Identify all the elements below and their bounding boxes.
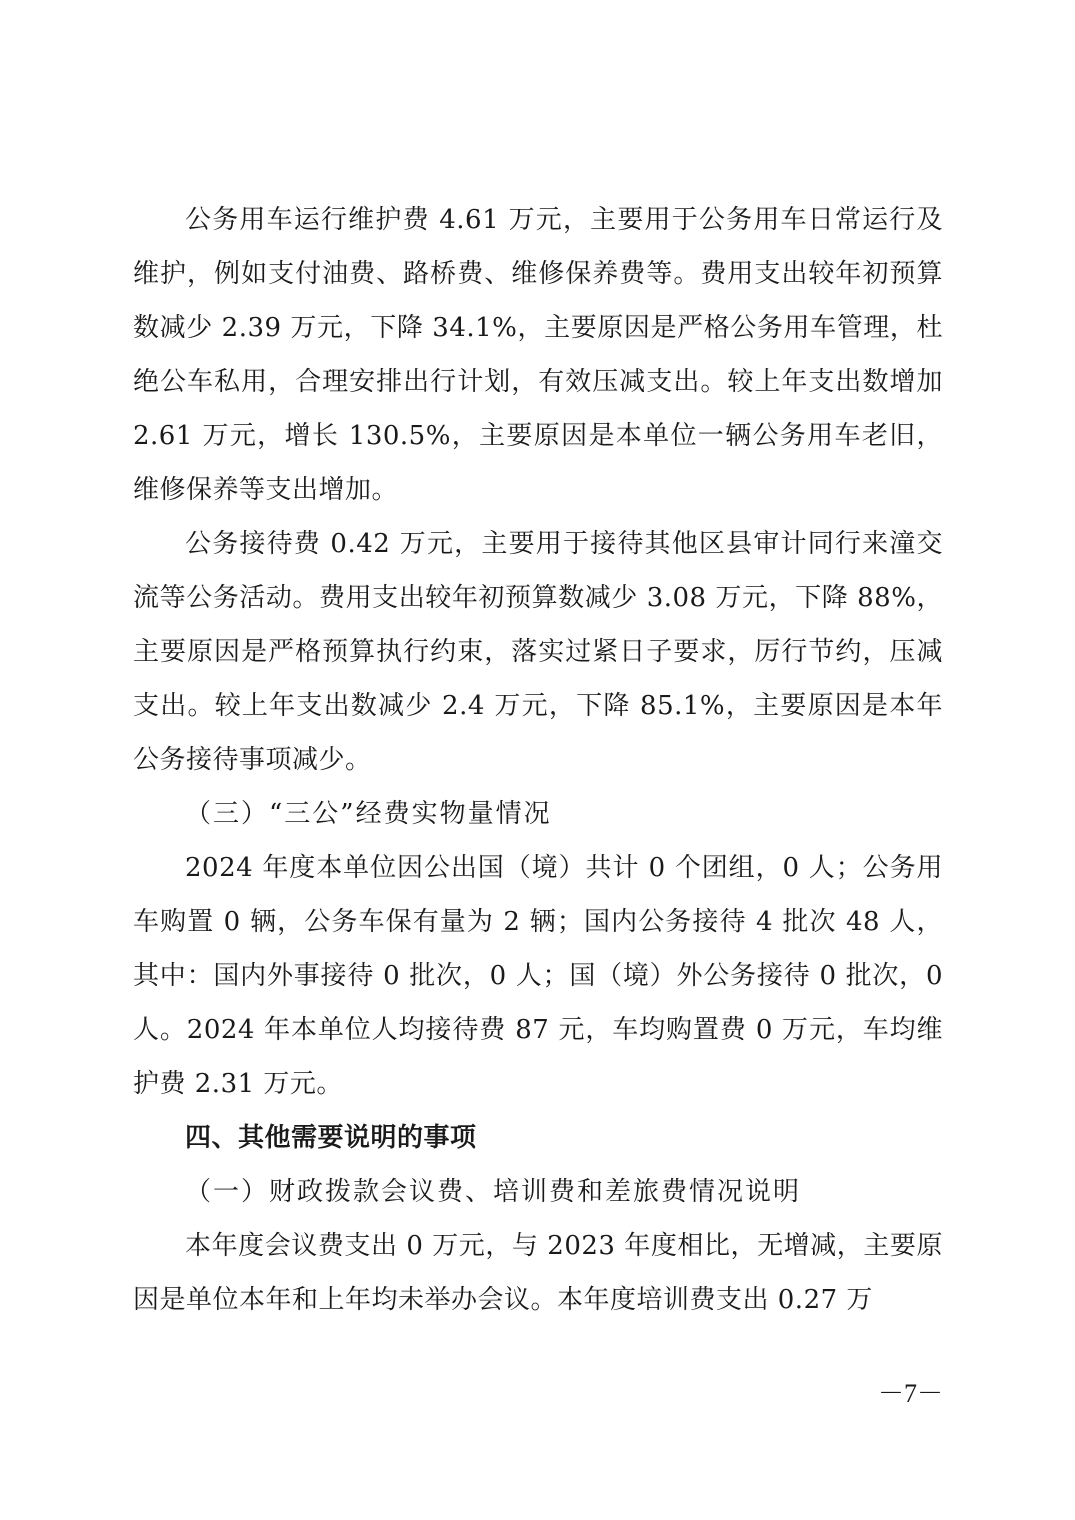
section-heading-other-matters: 四、其他需要说明的事项 [185,1123,477,1153]
page-number: －7－ [877,1379,943,1408]
paragraph-reception-expense: 公务接待费 0.42 万元，主要用于接待其他区县审计同行来潼交流等公务活动。费用支出较年初预算数减少 3.08 万元，下降 88%，主要原因是严格预算执行约束，落实过紧日子要求，厉行节约，压减支出。较上年支出数减少 2.4 万元，下降 85.1%，主要原因是本年公务接待事项减少。 [133,529,943,775]
paragraph-meeting-training: 本年度会议费支出 0 万元，与 2023 年度相比，无增减，主要原因是单位本年和上年均未举办会议。本年度培训费支出 0.27 万 [133,1231,943,1315]
section-heading-physical-quantity: （三）“三公”经费实物量情况 [185,799,552,829]
body-text [133,193,943,1327]
subsection-heading-meeting-training-travel: （一）财政拨款会议费、培训费和差旅费情况说明 [185,1177,802,1207]
paragraph-vehicle-maintenance: 公务用车运行维护费 4.61 万元，主要用于公务用车日常运行及维护，例如支付油费、路桥费、维修保养费等。费用支出较年初预算数减少 2.39 万元，下降 34.1%，主要原因是严格公务用车管理，杜绝公车私用，合理安排出行计划，有效压减支出。较上年支出数增加 2.61 万元，增长 130.5%，主要原因是本单位一辆公务用车老旧，维修保养等支出增加。 [133,205,943,505]
paragraph-physical-quantity: 2024 年度本单位因公出国（境）共计 0 个团组，0 人；公务用车购置 0 辆，公务车保有量为 2 辆；国内公务接待 4 批次 48 人，其中：国内外事接待 0 批次，0 人；国（境）外公务接待 0 批次，0 人。2024 年本单位人均接待费 87 元，车均购置费 0 万元，车均维护费 2.31 万元。 [133,853,943,1099]
